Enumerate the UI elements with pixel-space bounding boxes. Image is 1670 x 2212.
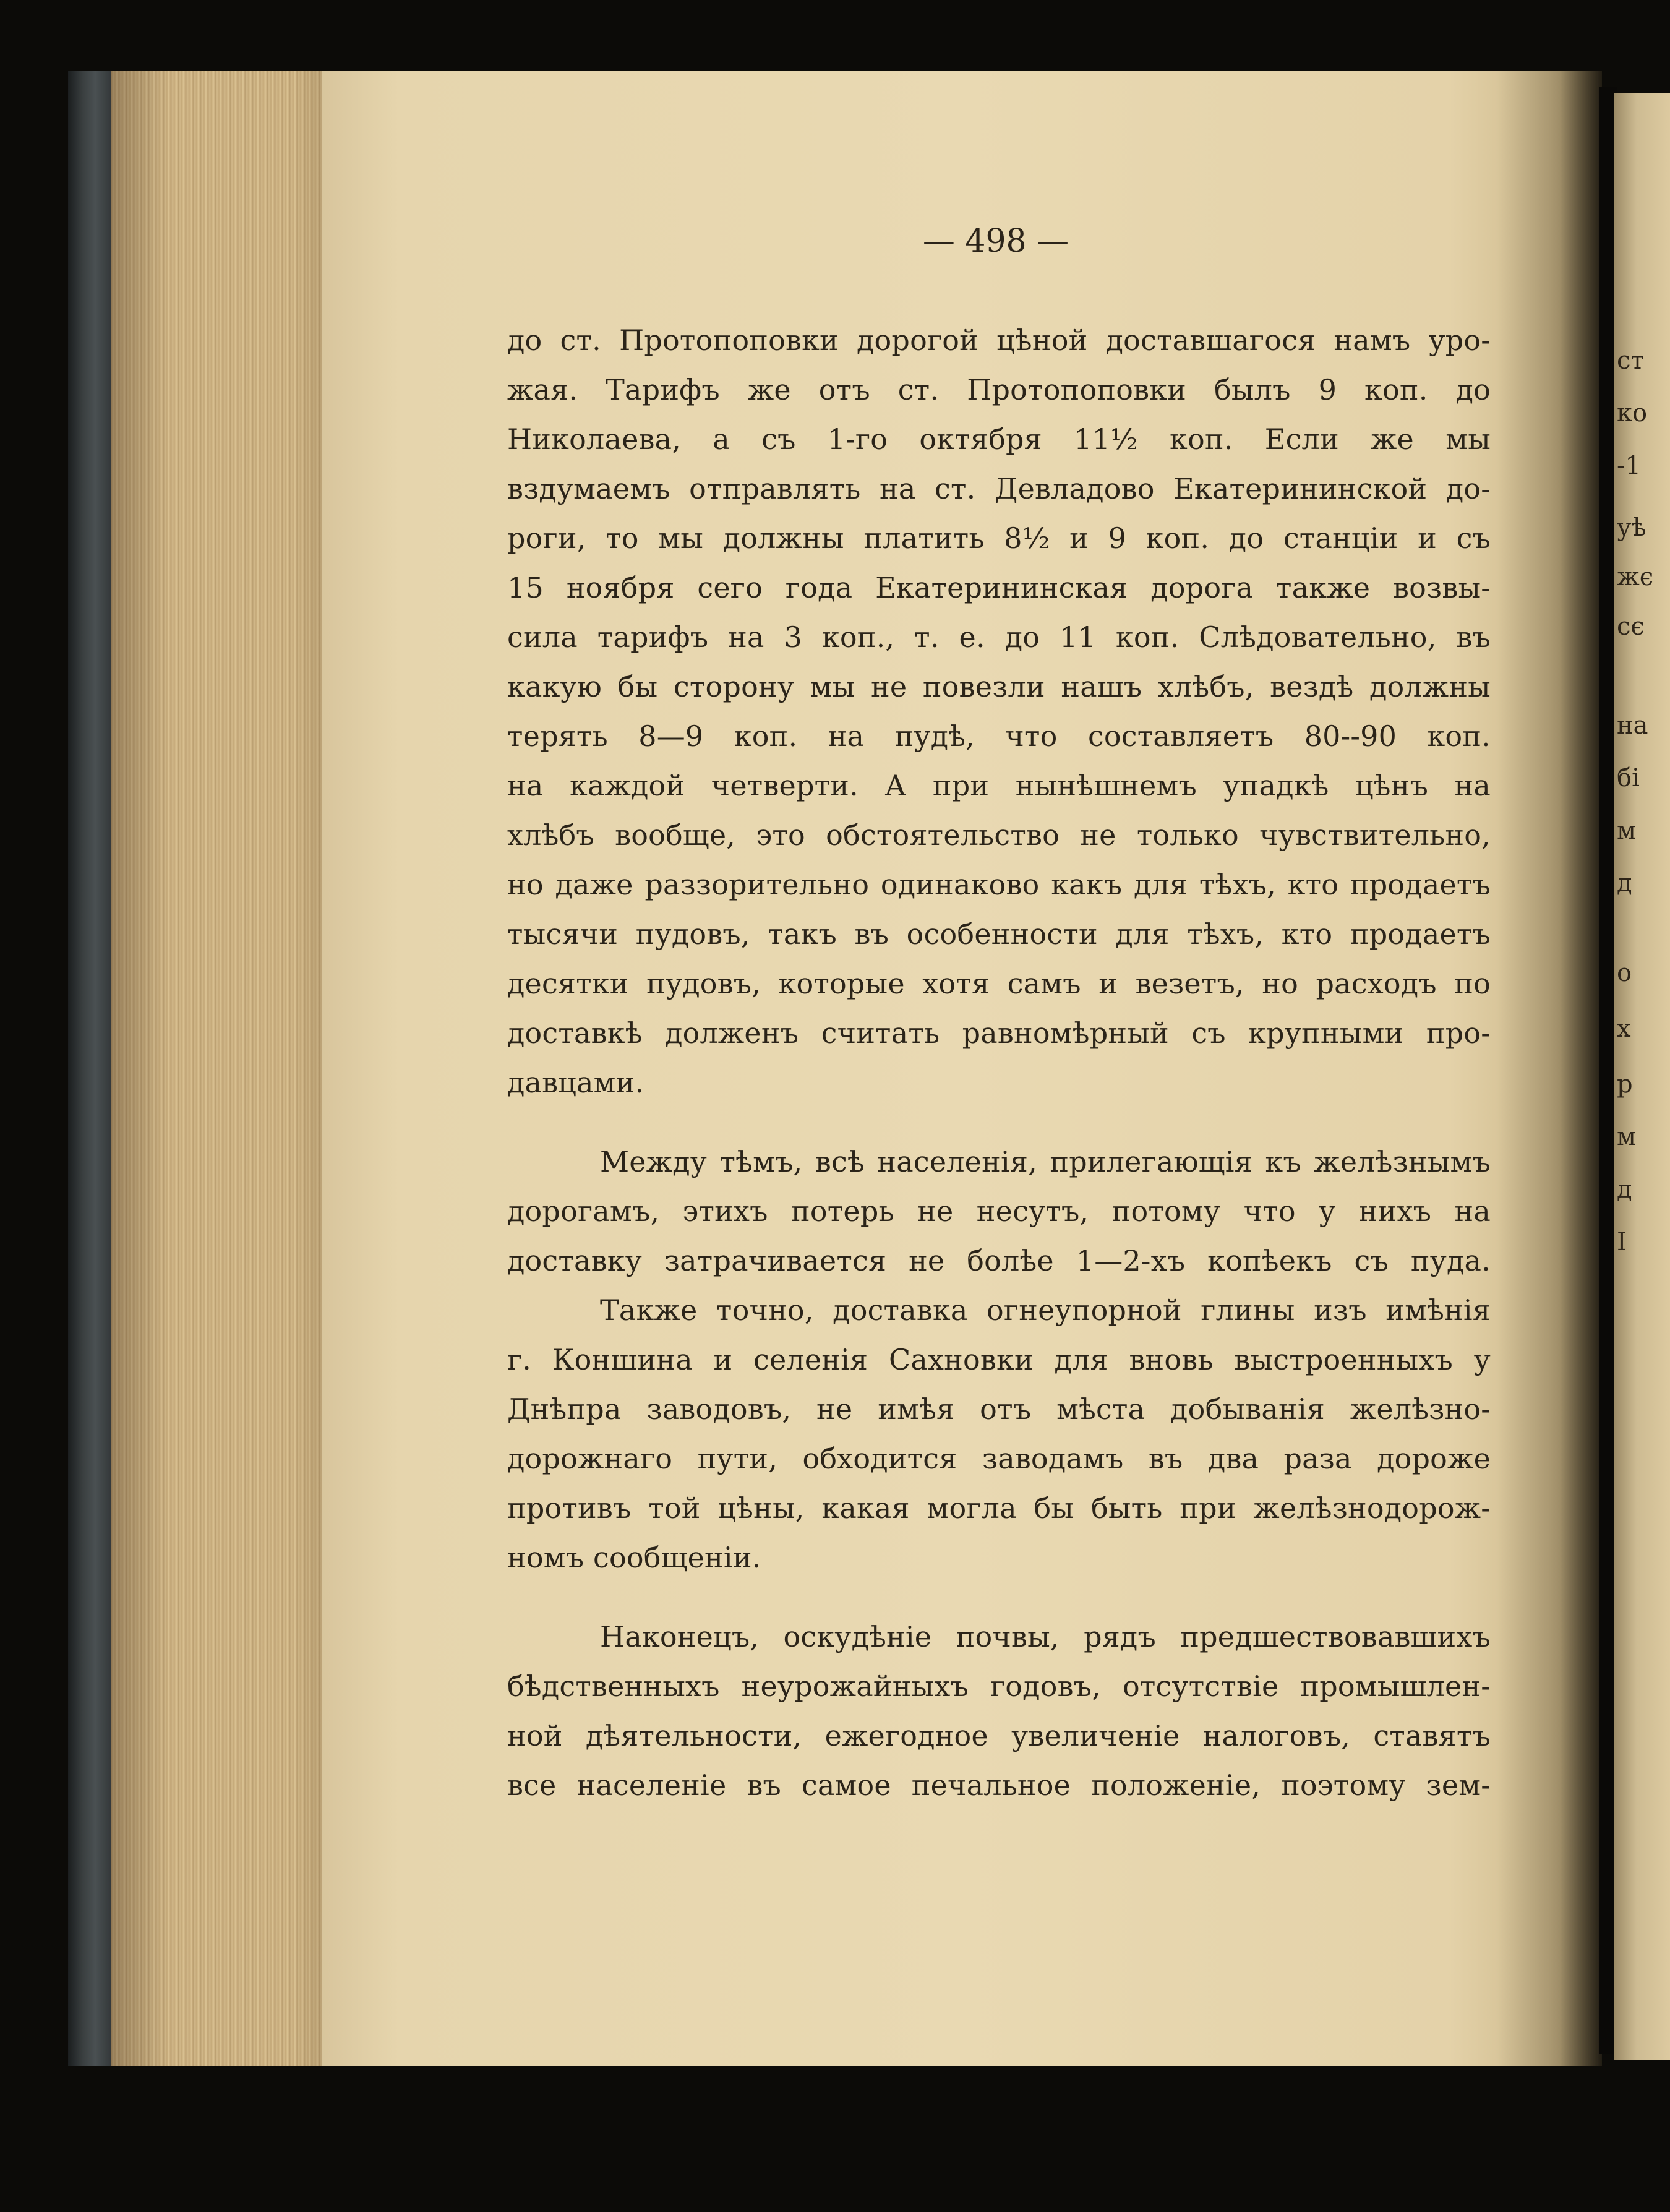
text-line: 15 ноября сего года Екатерининская дорога также возвы- [507, 571, 1491, 604]
text-line: доставкѣ долженъ считать равномѣрный съ крупными про- [507, 1016, 1491, 1050]
text-line: Наконецъ, оскудѣніе почвы, рядъ предшествовавшихъ [600, 1620, 1491, 1653]
page-edges [111, 71, 340, 2066]
text-line: все населеніе въ самое печальное положеніе, поэтому зем- [507, 1768, 1491, 1802]
text-line: дорогамъ, этихъ потерь не несутъ, потому что у нихъ на [507, 1194, 1491, 1228]
text-line: до ст. Протопоповки дорогой цѣной доставшагося намъ уро- [507, 324, 1491, 357]
text-line: роги, то мы должны платить 8½ и 9 коп. до станціи и съ [507, 521, 1491, 555]
page-text [507, 315, 1491, 1810]
facing-fragment: уѣ [1617, 513, 1646, 542]
text-line: на каждой четверти. А при нынѣшнемъ упадкѣ цѣнъ на [507, 769, 1491, 802]
text-line: доставку затрачивается не болѣе 1—2-хъ копѣекъ съ пуда. [507, 1244, 1491, 1277]
book-cover [68, 71, 118, 2066]
facing-fragment: І [1617, 1228, 1627, 1256]
text-line: хлѣбъ вообще, это обстоятельство не только чувствительно, [507, 818, 1491, 852]
facing-fragment: ко [1617, 399, 1648, 427]
text-line: тысячи пудовъ, такъ въ особенности для тѣхъ, кто продаетъ [507, 917, 1491, 951]
text-line: г. Коншина и селенія Сахновки для вновь выстроенныхъ у [507, 1343, 1491, 1376]
facing-fragment: р [1617, 1070, 1633, 1099]
text-line: Также точно, доставка огнеупорной глины изъ имѣнія [600, 1293, 1491, 1327]
text-line: десятки пудовъ, которые хотя самъ и везетъ, но расходъ по [507, 967, 1491, 1000]
facing-fragment: м [1617, 1123, 1637, 1151]
text-line: Днѣпра заводовъ, не имѣя отъ мѣста добыванія желѣзно- [507, 1392, 1491, 1426]
text-line: противъ той цѣны, какая могла бы быть при желѣзнодорож- [507, 1491, 1491, 1525]
text-line: сила тарифъ на 3 коп., т. е. до 11 коп. Слѣдовательно, въ [507, 620, 1491, 654]
paragraph [507, 1612, 1491, 1810]
text-line: ной дѣятельности, ежегодное увеличеніе налоговъ, ставятъ [507, 1719, 1491, 1752]
text-line: дорожнаго пути, обходится заводамъ въ два раза дороже [507, 1442, 1491, 1475]
text-line: давцами. [507, 1066, 644, 1099]
paragraph-gap [507, 1582, 1491, 1612]
text-line: какую бы сторону мы не повезли нашъ хлѣбъ, вездѣ должны [507, 670, 1491, 703]
text-line: номъ сообщеніи. [507, 1541, 761, 1574]
page-number: — 498 — [922, 223, 1069, 260]
facing-fragment: м [1617, 817, 1637, 845]
paragraph [507, 315, 1491, 1107]
text-line: Между тѣмъ, всѣ населенія, прилегающія къ желѣзнымъ [600, 1145, 1491, 1178]
facing-fragment: бі [1617, 764, 1640, 792]
facing-fragment: -1 [1617, 452, 1641, 480]
facing-fragment: жє [1617, 563, 1654, 591]
facing-fragment: х [1617, 1014, 1631, 1043]
paragraph [507, 1285, 1491, 1582]
text-line: Николаева, а съ 1-го октября 11½ коп. Если же мы [507, 422, 1491, 456]
facing-page [1614, 93, 1670, 2060]
facing-fragment: на [1617, 711, 1648, 740]
gutter-shadow [1497, 71, 1602, 2066]
text-line: жая. Тарифъ же отъ ст. Протопоповки былъ 9 коп. до [507, 373, 1491, 406]
text-line: терять 8—9 коп. на пудѣ, что составляетъ 80--90 коп. [507, 719, 1491, 753]
facing-fragment: о [1617, 959, 1632, 987]
text-line: но даже раззорительно одинаково какъ для тѣхъ, кто продаетъ [507, 868, 1491, 901]
facing-fragment: д [1617, 869, 1632, 898]
text-line: вздумаемъ отправлять на ст. Девладово Екатерининской до- [507, 472, 1491, 505]
text-line: бѣдственныхъ неурожайныхъ годовъ, отсутствіе промышлен- [507, 1670, 1491, 1703]
paragraph [507, 1137, 1491, 1285]
facing-fragment: д [1617, 1175, 1632, 1204]
facing-fragment: ст [1617, 346, 1645, 375]
facing-fragment: сє [1617, 612, 1645, 641]
paragraph-gap [507, 1107, 1491, 1137]
